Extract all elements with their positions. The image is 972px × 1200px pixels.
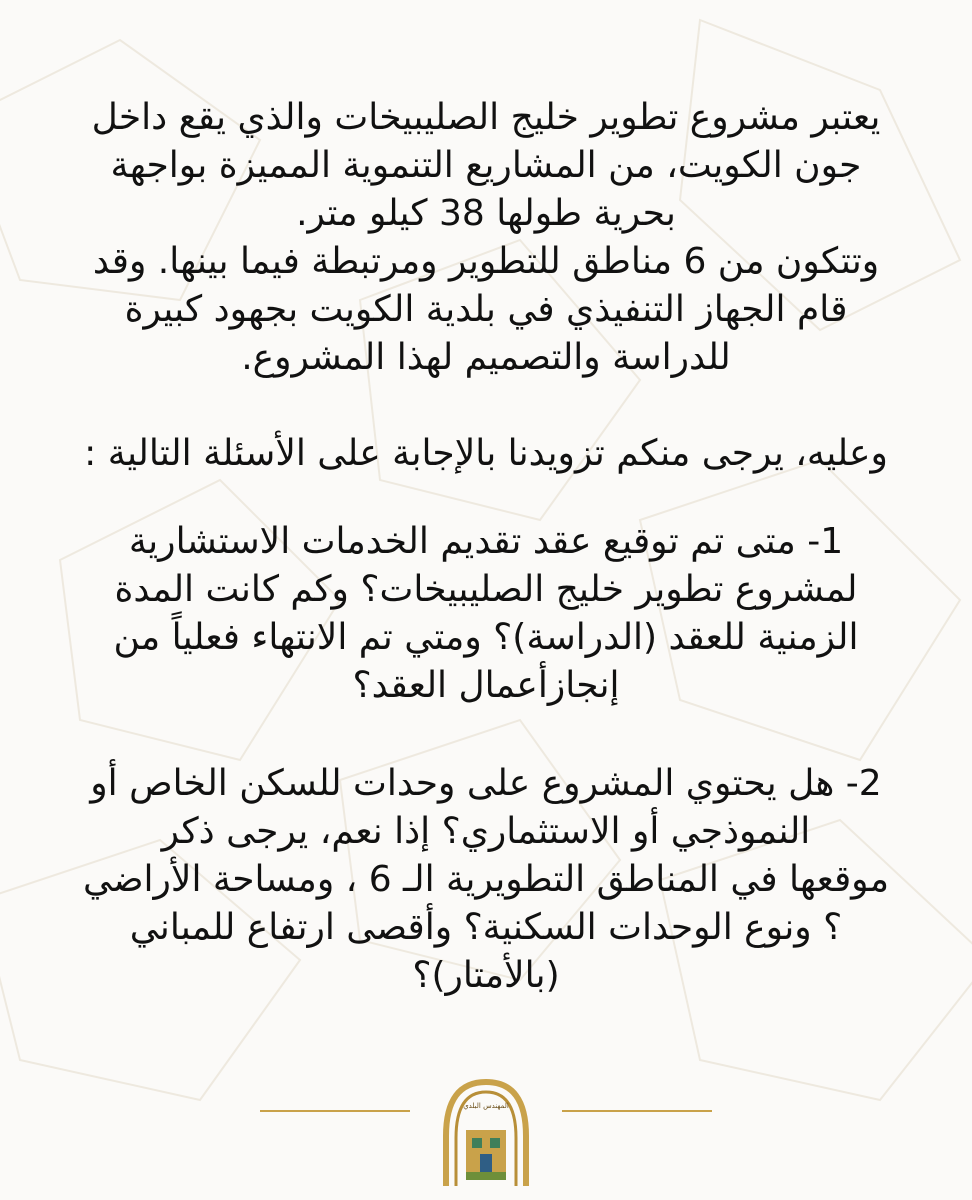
text-line: موقعها في المناطق التطويرية الـ 6 ، ومساحة الأراضي <box>82 859 890 900</box>
text-line: للدراسة والتصميم لهذا المشروع. <box>241 337 731 378</box>
text-line: لمشروع تطوير خليج الصليبيخات؟ وكم كانت المدة <box>114 569 858 610</box>
text-line: الزمنية للعقد (الدراسة)؟ ومتي تم الانتهاء فعلياً من <box>113 617 859 658</box>
footer-divider-right <box>562 1110 712 1112</box>
request-paragraph <box>18 430 954 478</box>
text-line: ؟ ونوع الوحدات السكنية؟ وأقصى ارتفاع للمباني <box>129 907 843 948</box>
text-line: وتتكون من 6 مناطق للتطوير ومرتبطة فيما بينها. وقد <box>92 241 880 282</box>
footer <box>0 1060 972 1180</box>
text-line: قام الجهاز التنفيذي في بلدية الكويت بجهود كبيرة <box>124 289 848 330</box>
text-line: وعليه، يرجى منكم تزويدنا بالإجابة على الأسئلة التالية : <box>84 433 888 474</box>
footer-divider-left <box>260 1110 410 1112</box>
text-line: جون الكويت، من المشاريع التنموية المميزة بواجهة <box>110 145 862 186</box>
question-2 <box>18 760 954 1000</box>
text-line: إنجازأعمال العقد؟ <box>352 665 620 706</box>
building-arch-logo-icon <box>438 1078 534 1188</box>
text-line: 2- هل يحتوي المشروع على وحدات للسكن الخاص أو <box>90 763 882 804</box>
text-line: بحرية طولها 38 كيلو متر. <box>296 193 676 234</box>
text-line: 1- متى تم توقيع عقد تقديم الخدمات الاستشارية <box>128 521 844 562</box>
question-1 <box>18 518 954 710</box>
intro-paragraph <box>18 94 954 382</box>
text-line: النموذجي أو الاستثماري؟ إذا نعم، يرجى ذكر <box>161 811 811 852</box>
text-line: يعتبر مشروع تطوير خليج الصليبيخات والذي يقع داخل <box>91 97 881 138</box>
text-line: (بالأمتار)؟ <box>412 955 560 996</box>
logo-caption: المهندس البلدي <box>463 1102 509 1110</box>
letter-body <box>18 94 954 1000</box>
